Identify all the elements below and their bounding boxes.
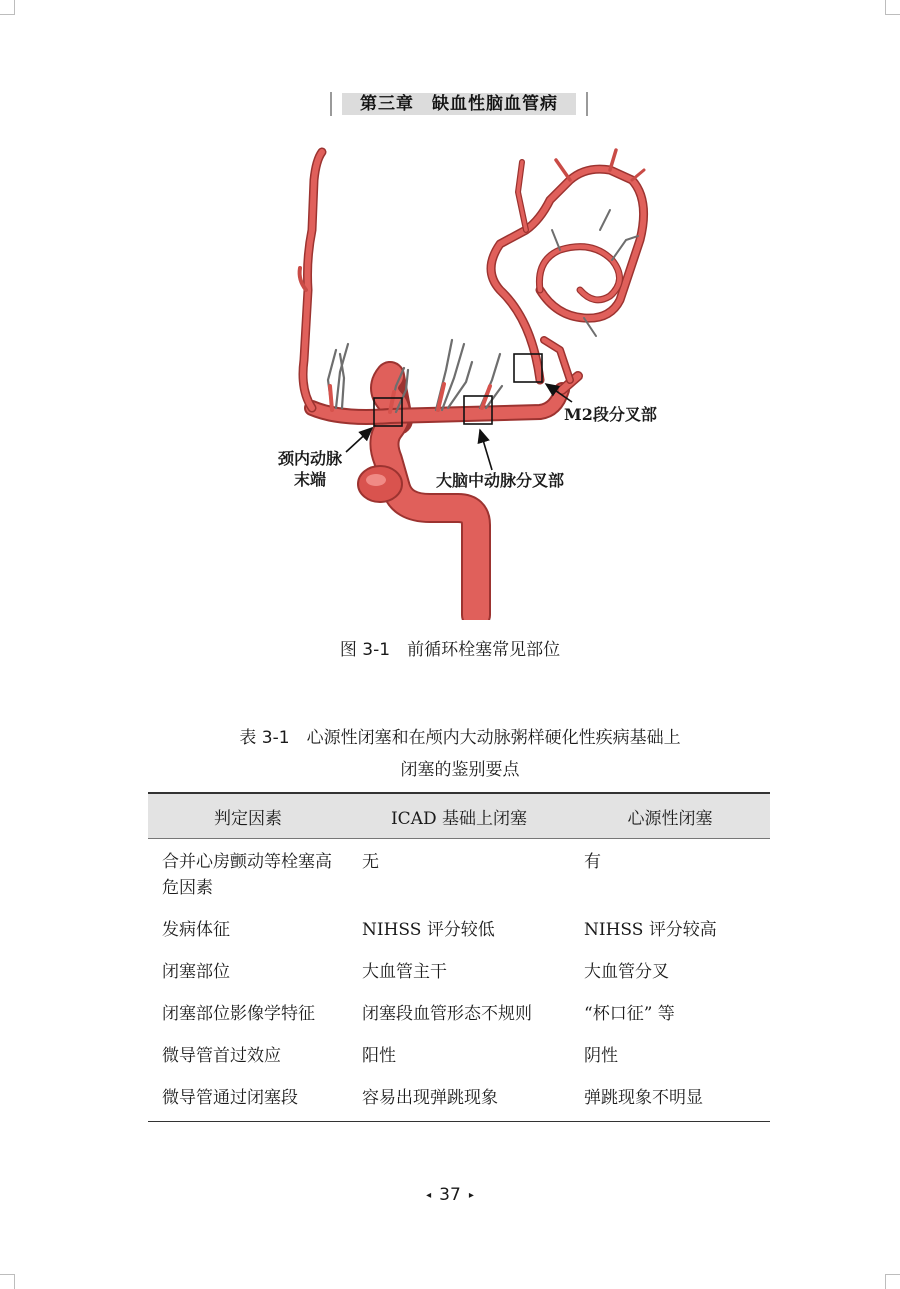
lenticulostriate-branches [328,340,502,412]
table-row [148,993,770,1035]
crop-mark-top-right [885,0,900,15]
table-row [148,839,770,910]
page-number [0,1185,900,1205]
table-cell: 发病体征 [162,920,230,940]
table-cell: 容易出现弹跳现象 [348,1077,570,1122]
table-cell: NIHSS 评分较低 [362,920,495,940]
header-cardiogenic: 心源性闭塞 [570,793,770,839]
crop-mark-bottom-right [885,1274,900,1289]
label-ica-terminal-line1: 颈内动脉 [277,449,342,468]
running-head [330,92,588,116]
table-cell: 闭塞部位影像学特征 [162,1004,315,1024]
table-cell: NIHSS 评分较高 [584,920,717,940]
table-title-line2: 闭塞的鉴别要点 [400,760,520,780]
running-head-right-bar [586,92,588,116]
table-row [148,1077,770,1122]
figure-caption: 图 3-1 前循环栓塞常见部位 [339,640,561,660]
cerebral-artery-illustration [240,140,680,620]
table-cell: 闭塞部位 [162,962,230,982]
table-row [148,951,770,993]
table-cell: 大血管主干 [362,962,447,982]
table-cell: 闭塞段血管形态不规则 [362,1004,532,1024]
anatomy-figure [240,140,680,620]
table-title-line1: 表 3-1 心源性闭塞和在颅内大动脉粥样硬化性疾病基础上 [239,728,681,748]
page-number-value: 37 [439,1185,461,1205]
crop-mark-bottom-left [0,1274,15,1289]
table-title [150,722,770,786]
running-head-left-bar [330,92,332,116]
label-ica-terminal [274,448,346,490]
comparison-table [148,792,770,1122]
header-factor: 判定因素 [148,793,348,839]
running-head-title: 第三章 缺血性脑血管病 [342,93,576,115]
crop-mark-top-left [0,0,15,15]
mca-cortical-branches [491,150,644,380]
label-mca-bifurcation: 大脑中动脉分叉部 [436,471,565,490]
table-row [148,909,770,951]
page-next-marker-icon: ▸ [468,1190,474,1201]
siphon-highlight [366,474,386,486]
table-row [148,1035,770,1077]
arrow-mca-bifurcation [480,430,492,470]
table-cell: 弹跳现象不明显 [570,1077,770,1122]
table-cell: 阴性 [584,1046,618,1066]
label-ica-terminal-line2: 末端 [293,470,326,489]
arrow-ica-terminal [346,428,372,452]
table-cell: “杯口征” 等 [584,1004,675,1024]
table-cell: 阳性 [362,1046,396,1066]
table-cell: 微导管首过效应 [162,1046,281,1066]
anterior-cerebral-artery [300,152,322,408]
table-cell: 有 [584,852,601,872]
label-m2-bifurcation: M2段分叉部 [564,405,657,424]
page-prev-marker-icon: ◂ [426,1190,432,1201]
table-cell: 大血管分叉 [584,962,669,982]
table-cell: 无 [362,852,379,872]
table-cell: 合并心房颤动等栓塞高危因素 [162,852,332,898]
table-cell: 微导管通过闭塞段 [148,1077,348,1122]
header-icad: ICAD 基础上闭塞 [348,793,570,839]
table-header-row [148,793,770,839]
